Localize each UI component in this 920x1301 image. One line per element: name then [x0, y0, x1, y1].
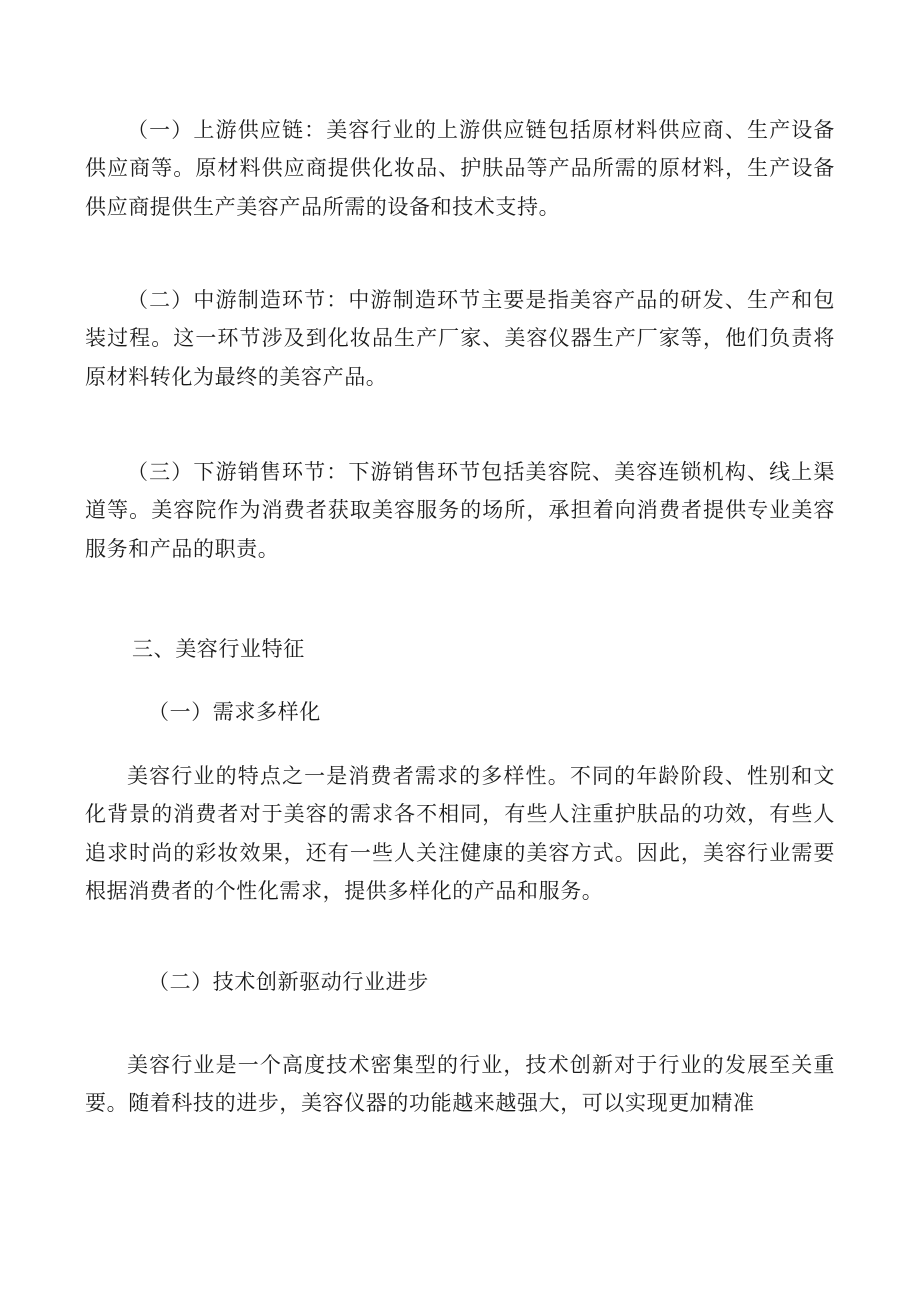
paragraph-midstream-manufacturing: （二）中游制造环节：中游制造环节主要是指美容产品的研发、生产和包装过程。这一环节涉及到化妆品生产厂家、美容仪器生产厂家等，他们负责将原材料转化为最终的美容产品。 [85, 288, 835, 389]
paragraph-diverse-demand: 美容行业的特点之一是消费者需求的多样性。不同的年龄阶段、性别和文化背景的消费者对于美容的需求各不相同，有些人注重护肤品的功效，有些人追求时尚的彩妆效果，还有一些人关注健康的美容方式。因此，美容行业需要根据消费者的个性化需求，提供多样化的产品和服务。 [85, 764, 835, 904]
subsection-heading-diverse-demand: （一）需求多样化 [148, 700, 321, 724]
section-heading-industry-features: 三、美容行业特征 [132, 637, 305, 661]
paragraph-upstream-supply-chain: （一）上游供应链：美容行业的上游供应链包括原材料供应商、生产设备供应商等。原材料供应商提供化妆品、护肤品等产品所需的原材料，生产设备供应商提供生产美容产品所需的设备和技术支持。 [85, 118, 835, 219]
paragraph-tech-innovation: 美容行业是一个高度技术密集型的行业，技术创新对于行业的发展至关重要。随着科技的进步，美容仪器的功能越来越强大，可以实现更加精准 [85, 1053, 835, 1116]
paragraph-downstream-sales: （三）下游销售环节：下游销售环节包括美容院、美容连锁机构、线上渠道等。美容院作为消费者获取美容服务的场所，承担着向消费者提供专业美容服务和产品的职责。 [85, 460, 835, 561]
subsection-heading-tech-innovation: （二）技术创新驱动行业进步 [148, 970, 429, 994]
